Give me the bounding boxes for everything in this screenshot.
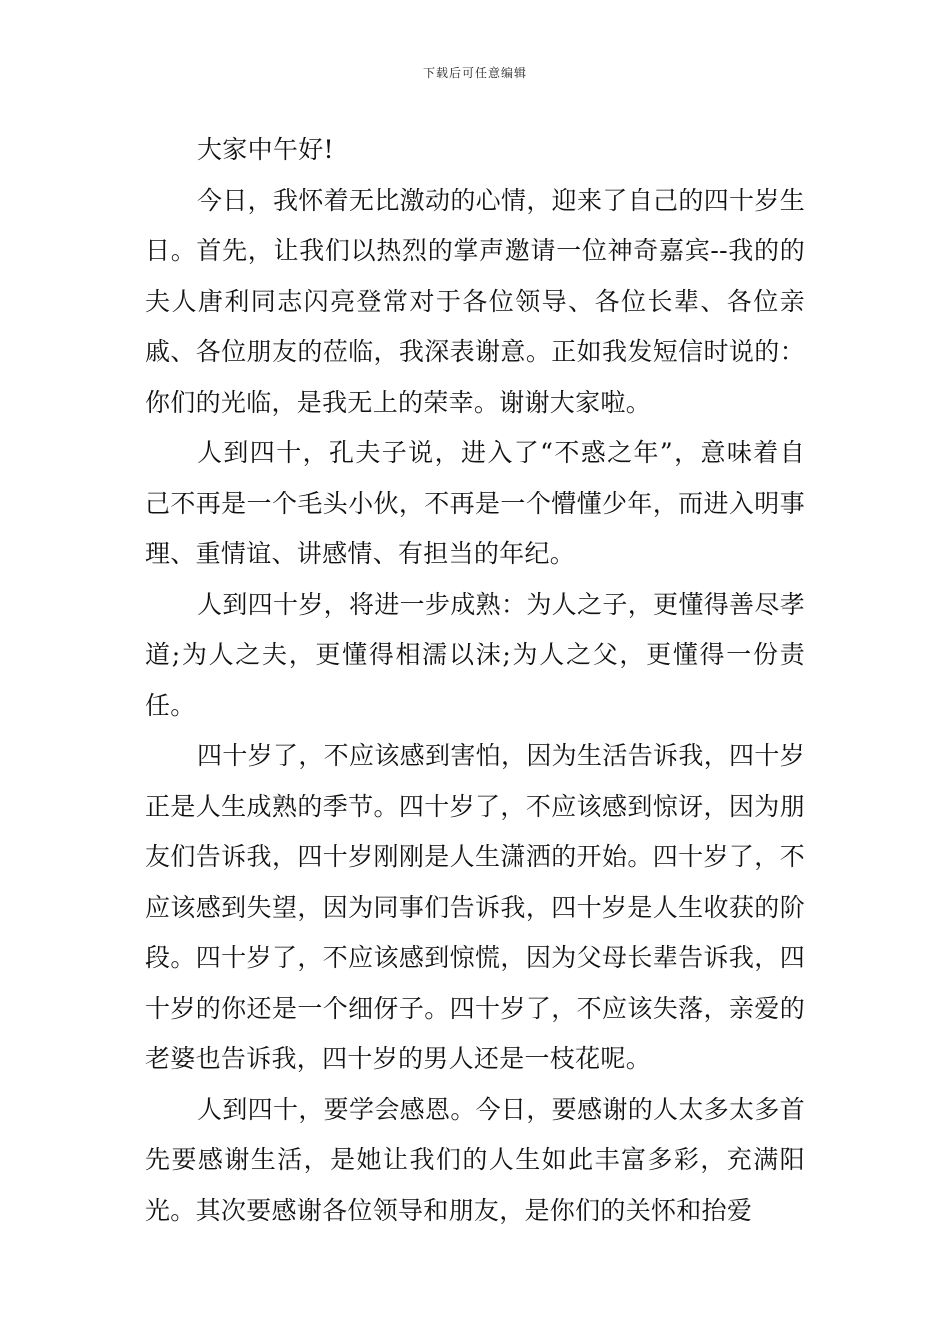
paragraph-maturity: 人到四十岁，将进一步成熟：为人之子，更懂得善尽孝道;为人之夫，更懂得相濡以沫;为人之父，更懂得一份责任。	[145, 589, 805, 720]
paragraph-greeting: 大家中午好!	[197, 135, 334, 164]
page-header-note: 下载后可任意编辑	[422, 66, 527, 80]
paragraph-forty-meaning: 人到四十，孔夫子说，进入了“不惑之年”，意味着自己不再是一个毛头小伙，不再是一个懵懂少年，而进入明事理、重情谊、讲感情、有担当的年纪。	[145, 438, 805, 568]
document-body	[145, 125, 805, 1236]
paragraph-no-fear: 四十岁了，不应该感到害怕，因为生活告诉我，四十岁正是人生成熟的季节。四十岁了，不应该感到惊讶，因为朋友们告诉我，四十岁刚刚是人生潇洒的开始。四十岁了，不应该感到失望，因为同事们告诉我，四十岁是人生收获的阶段。四十岁了，不应该感到惊慌，因为父母长辈告诉我，四十岁的你还是一个细伢子。四十岁了，不应该失落，亲爱的老婆也告诉我，四十岁的男人还是一枝花呢。	[145, 741, 805, 1073]
paragraph-gratitude: 人到四十，要学会感恩。今日，要感谢的人太多太多首先要感谢生活，是她让我们的人生如此丰富多彩，充满阳光。其次要感谢各位领导和朋友，是你们的关怀和抬爱	[145, 1094, 805, 1225]
paragraph-opening: 今日，我怀着无比激动的心情，迎来了自己的四十岁生日。首先，让我们以热烈的掌声邀请一位神奇嘉宾--我的的夫人唐利同志闪亮登常对于各位领导、各位长辈、各位亲戚、各位朋友的莅临，我深表谢意。正如我发短信时说的：你们的光临，是我无上的荣幸。谢谢大家啦。	[145, 185, 805, 417]
